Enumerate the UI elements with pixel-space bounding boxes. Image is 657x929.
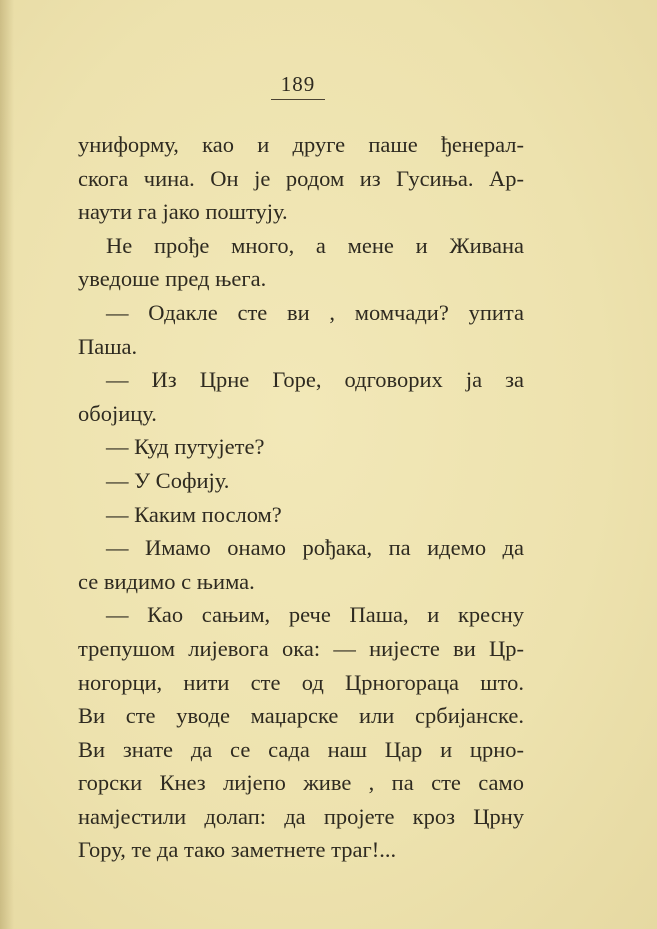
text-line: наути га јако поштују.	[78, 199, 288, 225]
text-line: Не прође много, а мене и Живана	[106, 232, 524, 258]
text-line: Ви знате да се сада наш Цар и црно-	[78, 736, 524, 762]
page-edge-shadow	[0, 0, 14, 929]
text-line: — Имамо онамо рођака, па идемо да	[106, 535, 524, 561]
text-line: трепушом лијевога ока: — нијесте ви Цр-	[78, 635, 524, 661]
text-line: — Одакле сте ви , момчади? упита	[106, 299, 524, 325]
text-line: обојицу.	[78, 400, 157, 426]
page-number: 189	[280, 72, 316, 96]
text-line: — Као сањим, рече Паша, и кресну	[106, 602, 524, 628]
text-line: — Из Црне Горе, одговорих ја за	[106, 367, 524, 393]
text-line: намјестили долап: да пројете кроз Црну	[78, 803, 524, 829]
text-line: — Каким послом?	[106, 501, 282, 527]
text-line: горски Кнез лијепо живе , па сте само	[78, 770, 524, 796]
page-number-rule	[271, 99, 325, 100]
text-line: Ви сте уводе маџарске или србијанске.	[78, 703, 524, 729]
text-line: — Куд путујете?	[106, 434, 265, 460]
text-line: Гору, те да тако заметнете траг!...	[78, 837, 397, 863]
text-line: униформу, као и друге паше ђенерал-	[78, 132, 524, 157]
body-text	[78, 128, 524, 867]
text-line: се видимо с њима.	[78, 568, 255, 594]
text-line: — У Софију.	[106, 467, 230, 493]
text-line: ногорци, нити сте од Црногораца што.	[78, 669, 524, 695]
text-line: скога чина. Он је родом из Гусиња. Ар-	[78, 165, 524, 191]
text-line: уведоше пред њега.	[78, 266, 267, 292]
text-line: Паша.	[78, 333, 138, 359]
